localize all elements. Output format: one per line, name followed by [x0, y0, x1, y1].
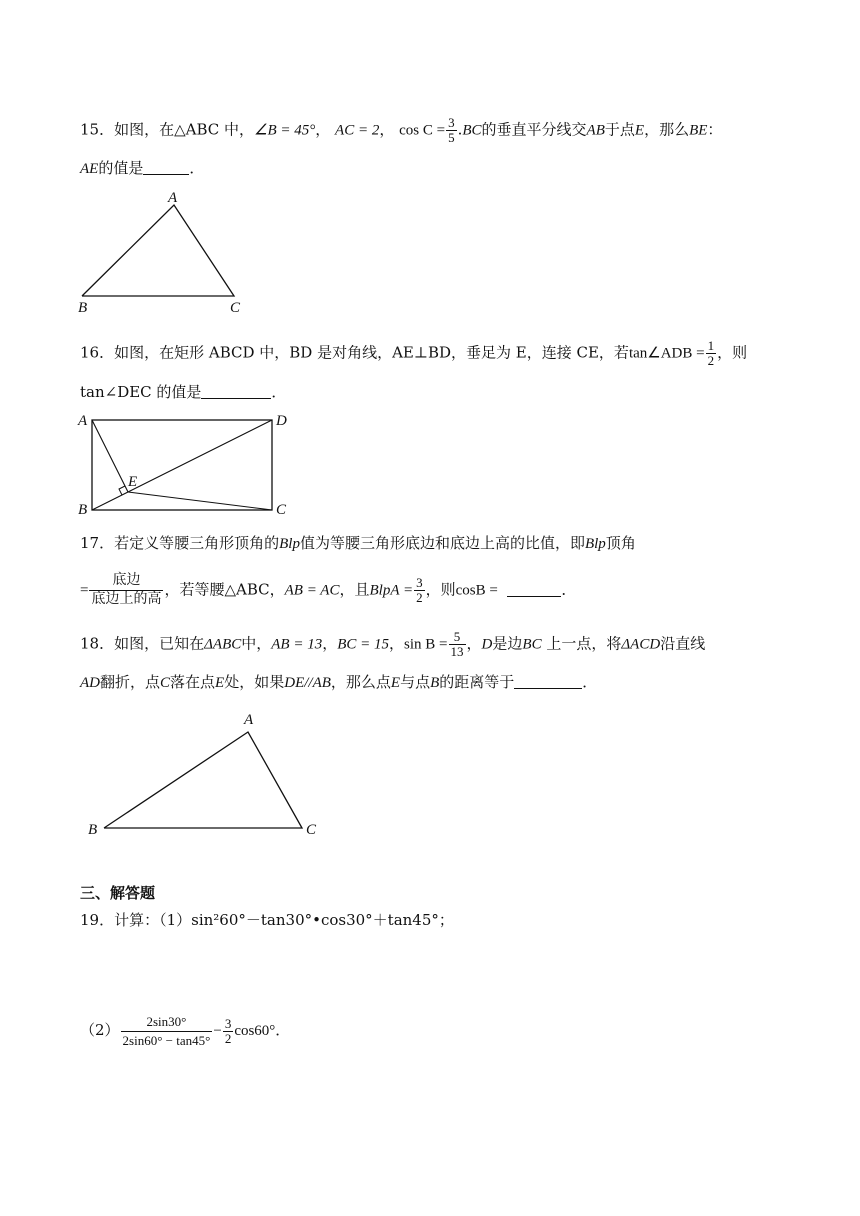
section-heading: 三、解答题	[80, 884, 156, 902]
q16-diagonal-bd	[92, 420, 272, 510]
q16-label-c: C	[276, 502, 287, 518]
q17-line1: 17．若定义等腰三角形顶角的Blp值为等腰三角形底边和底边上高的比值，即Blp顶角	[80, 534, 636, 552]
answer-blank	[143, 160, 189, 175]
q15-label-c: C	[230, 300, 241, 316]
answer-blank	[201, 384, 271, 399]
q15-number: 15．	[80, 120, 115, 139]
q18-label-a: A	[244, 712, 254, 728]
q18-number: 18．	[80, 634, 115, 653]
q16-number: 16．	[80, 343, 115, 362]
q18-label-b: B	[88, 822, 98, 838]
q15-line1: 15．如图，在△ABC 中，∠B = 45°， AC = 2， cos C = $\frac{3}{5}$ .BC的垂直平分线交AB于点E，那么BE：	[80, 115, 723, 145]
q18-line1: 18．如图，已知在ΔABC中，AB = 13，BC = 15，sin B = $\frac{5}{13}$ ，D是边BC 上一点，将ΔACD沿直线	[80, 629, 706, 659]
q16-label-e: E	[128, 474, 138, 490]
q16-label-b: B	[78, 502, 88, 518]
q15-triangle	[82, 205, 234, 296]
q19-small-fraction: $\frac{3}{2}$	[224, 1015, 232, 1046]
q18-triangle-figure	[84, 706, 334, 840]
q15-label-a: A	[168, 190, 178, 206]
q16-label-a: A	[78, 413, 88, 429]
q17-definition-fraction: $\frac{\text{底边}}{\text{底边上的高}}$	[91, 573, 162, 607]
q15-triangle-figure	[74, 188, 254, 316]
q16-rectangle-figure	[76, 408, 296, 518]
q15-line2: AE的值是 ．	[80, 159, 205, 177]
q16-segment-ae	[92, 420, 128, 492]
answer-blank	[507, 582, 561, 597]
q17-line2: = $\frac{\text{底边}}{\text{底边上的高}}$ ，若等腰△ABC，AB = AC，且BlpA = $\frac{3}{2}$ ，则cosB = ．	[80, 573, 577, 607]
q15-cos-fraction: $\frac{3}{5}$	[448, 115, 455, 145]
q16-label-d: D	[276, 413, 287, 429]
q18-line2: AD翻折，点C落在点E处，如果DE//AB，那么点E与点B的距离等于 ．	[80, 673, 598, 691]
q19-part2: （2） $\frac{2\sin 30^\circ}{2\sin 60^\circ - \tan 45^\circ}$ − $\frac{3}{2}$ cos60°．	[80, 1013, 291, 1048]
q18-sin-fraction: $\frac{5}{13}$	[450, 629, 464, 659]
q16-tan-fraction: $\frac{1}{2}$	[707, 338, 715, 368]
q16-segment-ce	[128, 492, 272, 510]
q17-blpa-fraction: $\frac{3}{2}$	[416, 575, 423, 605]
q19-part1: 19．计算：（1）sin²60°－tan30°•cos30°＋tan45°；	[80, 911, 454, 929]
answer-blank	[514, 674, 582, 689]
q16-line2: tan∠DEC 的值是 ．	[80, 383, 287, 401]
q18-label-c: C	[306, 822, 317, 838]
q15-label-b: B	[78, 300, 88, 316]
q16-line1: 16．如图，在矩形 ABCD 中，BD 是对角线，AE⊥BD，垂足为 E，连接 CE，若tan∠ADB = $\frac{1}{2}$ ，则	[80, 338, 748, 368]
q17-number: 17．	[80, 534, 115, 552]
q19-number: 19．	[80, 911, 115, 929]
q18-triangle	[104, 732, 302, 828]
q19-main-fraction: $\frac{2\sin 30^\circ}{2\sin 60^\circ - \tan 45^\circ}$	[122, 1013, 211, 1048]
